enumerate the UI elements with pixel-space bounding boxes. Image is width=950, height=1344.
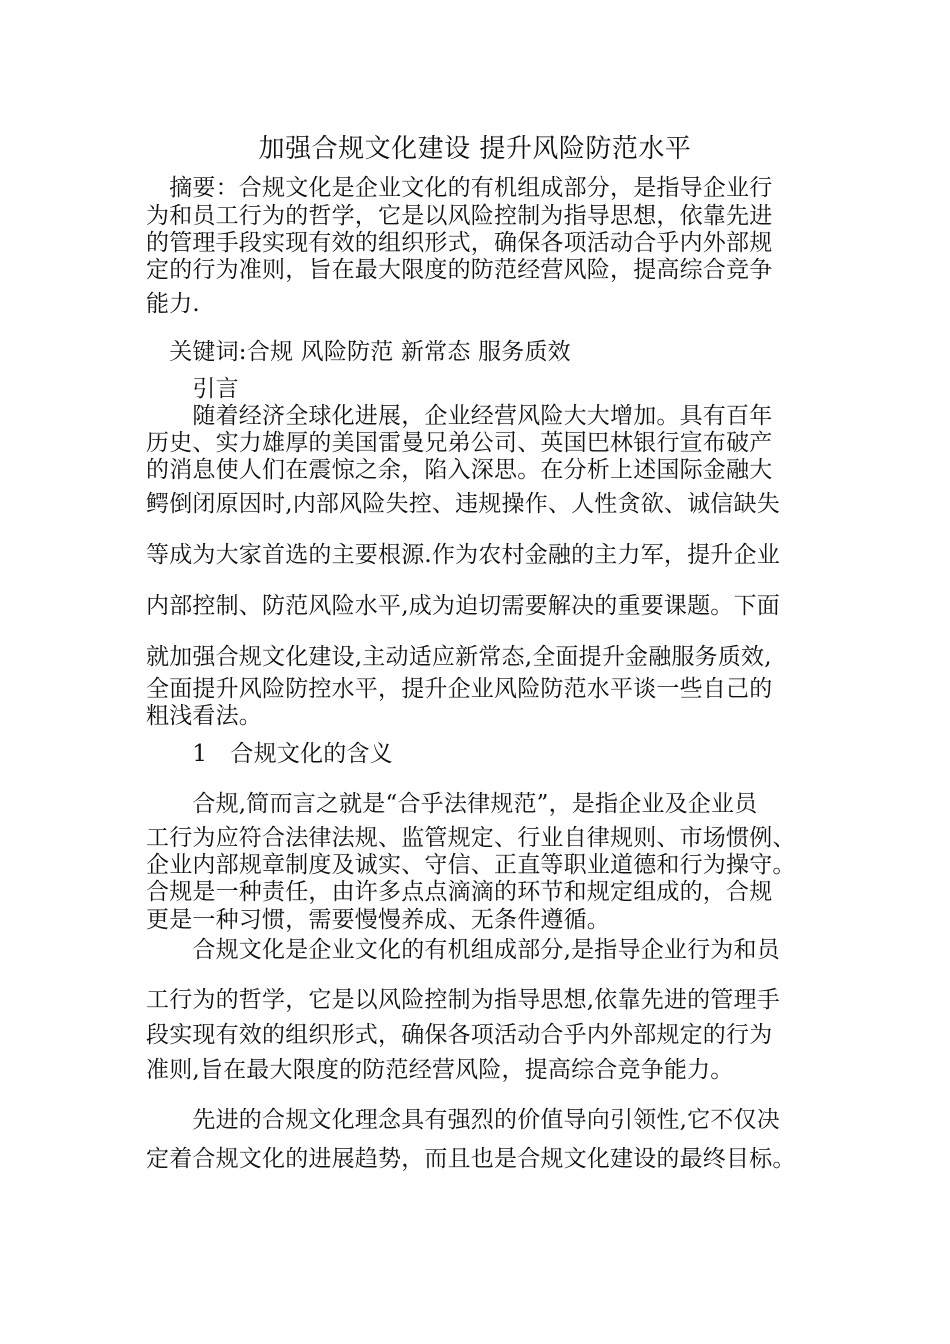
section-1-line-5: 更是一种习惯，需要慢慢养成、无条件遵循。 bbox=[146, 907, 610, 933]
keywords-line: 关键词:合规 风险防范 新常态 服务质效 bbox=[146, 339, 571, 365]
section-1-line-10: 先进的合规文化理念具有强烈的价值导向引领性,它不仅决 bbox=[146, 1107, 780, 1133]
intro-line-2: 历史、实力雄厚的美国雷曼兄弟公司、英国巴林银行宣布破产 bbox=[146, 430, 773, 456]
section-1-line-8: 段实现有效的组织形式，确保各项活动合乎内外部规定的行为 bbox=[146, 1022, 773, 1048]
intro-line-6: 内部控制、防范风险水平,成为迫切需要解决的重要课题。下面 bbox=[146, 593, 780, 619]
abstract-line-3: 的管理手段实现有效的组织形式，确保各项活动合乎内外部规 bbox=[146, 230, 773, 256]
section-1-heading: 1 合规文化的含义 bbox=[146, 741, 393, 767]
abstract-line-5: 能力. bbox=[146, 291, 200, 317]
intro-line-4: 鳄倒闭原因时,内部风险失控、违规操作、人性贪欲、诚信缺失 bbox=[146, 491, 780, 517]
abstract-line-1: 摘要：合规文化是企业文化的有机组成部分，是指导企业行 bbox=[146, 175, 773, 201]
intro-line-9: 粗浅看法。 bbox=[146, 703, 262, 729]
intro-heading: 引言 bbox=[146, 376, 239, 402]
document-title: 加强合规文化建设 提升风险防范水平 bbox=[258, 134, 692, 164]
abstract-line-4: 定的行为准则，旨在最大限度的防范经营风险，提高综合竞争 bbox=[146, 257, 773, 283]
intro-line-7: 就加强合规文化建设,主动适应新常态,全面提升金融服务质效, bbox=[146, 644, 772, 670]
section-1-line-9: 准则,旨在最大限度的防范经营风险，提高综合竞争能力。 bbox=[146, 1057, 734, 1083]
section-1-line-2: 工行为应符合法律法规、监管规定、行业自律规则、市场惯例、 bbox=[146, 825, 796, 851]
abstract-line-2: 为和员工行为的哲学，它是以风险控制为指导思想，依靠先进 bbox=[146, 203, 773, 229]
section-1-line-3: 企业内部规章制度及诚实、守信、正直等职业道德和行为操守。 bbox=[146, 852, 796, 878]
section-1-line-11: 定着合规文化的进展趋势，而且也是合规文化建设的最终目标。 bbox=[146, 1146, 796, 1172]
intro-line-1: 随着经济全球化进展，企业经营风险大大增加。具有百年 bbox=[146, 403, 773, 429]
section-1-line-4: 合规是一种责任，由许多点点滴滴的环节和规定组成的，合规 bbox=[146, 879, 773, 905]
section-1-line-7: 工行为的哲学，它是以风险控制为指导思想,依靠先进的管理手 bbox=[146, 987, 780, 1013]
intro-line-3: 的消息使人们在震惊之余，陷入深思。在分析上述国际金融大 bbox=[146, 457, 773, 483]
intro-line-8: 全面提升风险防控水平，提升企业风险防范水平谈一些自己的 bbox=[146, 676, 773, 702]
intro-line-5: 等成为大家首选的主要根源.作为农村金融的主力军，提升企业 bbox=[146, 542, 780, 568]
section-1-line-6: 合规文化是企业文化的有机组成部分,是指导企业行为和员 bbox=[146, 937, 780, 963]
section-1-line-1: 合规,简而言之就是“合乎法律规范”，是指企业及企业员 bbox=[146, 791, 758, 817]
